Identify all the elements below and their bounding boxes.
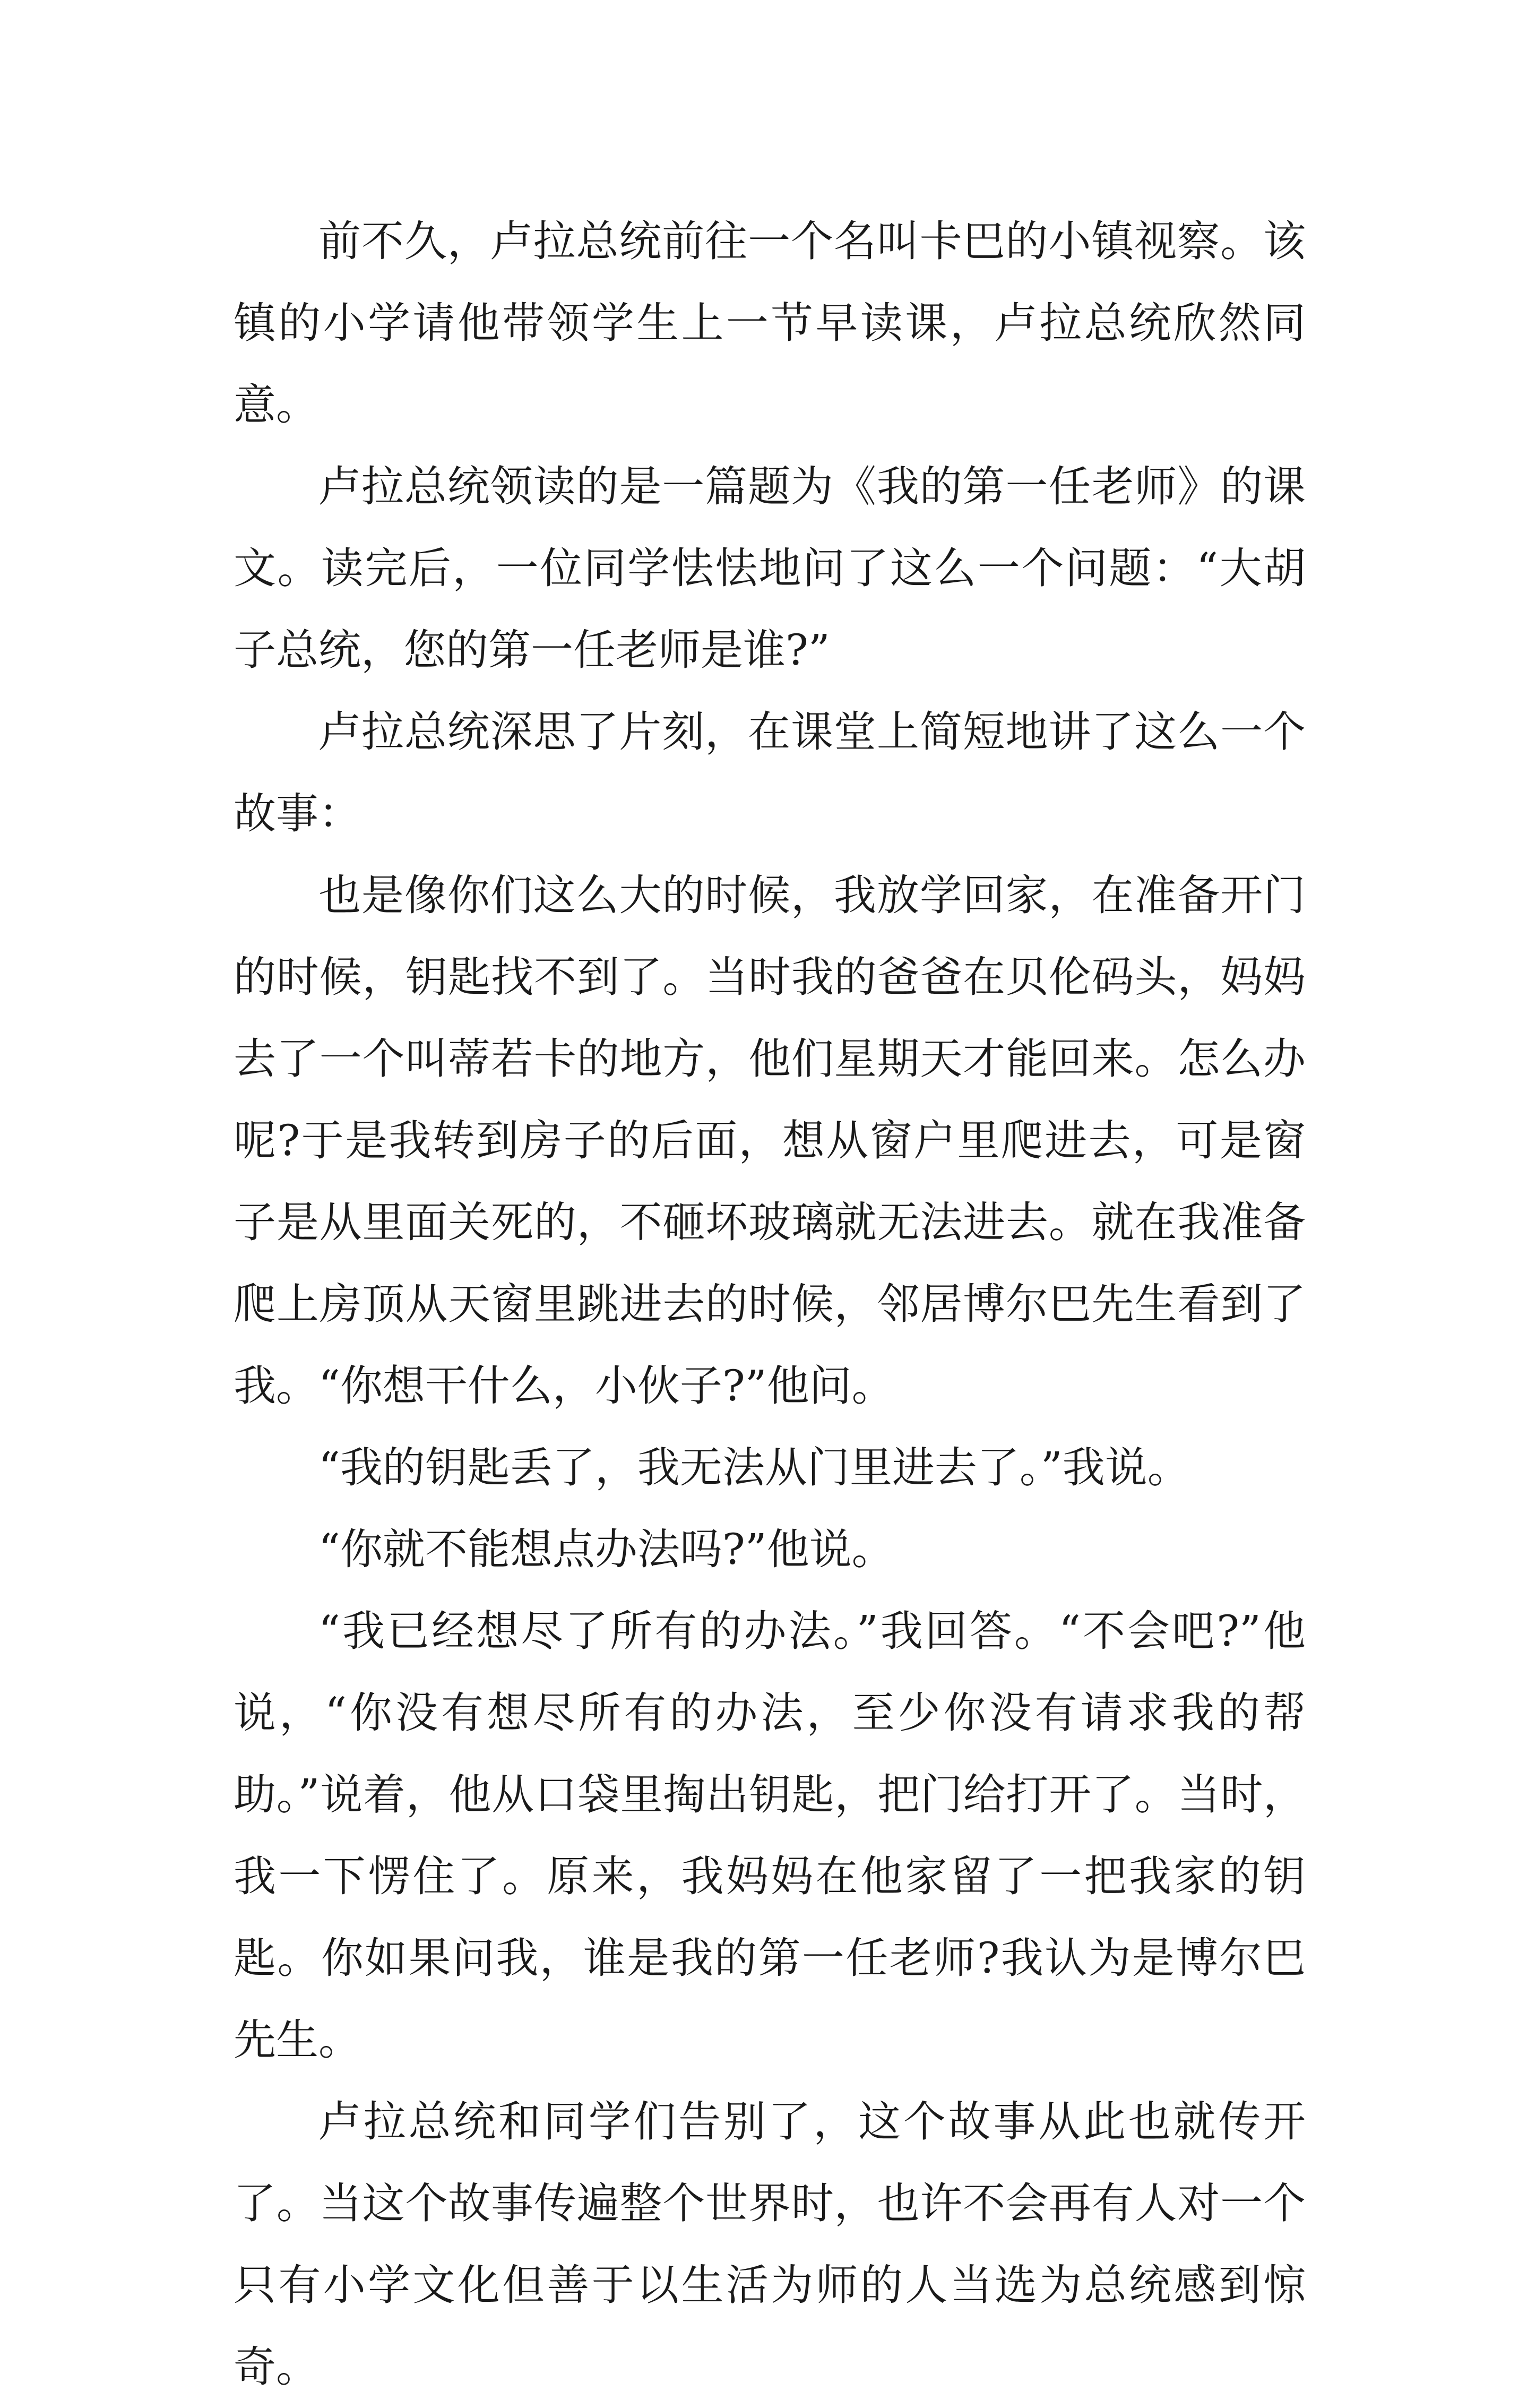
paragraph: 卢拉总统和同学们告别了，这个故事从此也就传开了。当这个故事传遍整个世界时，也许不会再有人对一个只有小学文化但善于以生活为师的人当选为总统感到惊奇。 <box>234 2097 1306 2392</box>
paragraph: 也是像你们这么大的时候，我放学回家，在准备开门的时候，钥匙找不到了。当时我的爸爸在贝伦码头，妈妈去了一个叫蒂若卡的地方，他们星期天才能回来。怎么办呢?于是我转到房子的后面，想从窗户里爬进去，可是窗子是从里面关死的，不砸坏玻璃就无法进去。就在我准备爬上房顶从天窗里跳进去的时候，邻居博尔巴先生看到了我。“你想干什么，小伙子?”他问。 <box>234 871 1306 1411</box>
paragraph: 前不久，卢拉总统前往一个名叫卡巴的小镇视察。该镇的小学请他带领学生上一节早读课，卢拉总统欣然同意。 <box>234 217 1306 429</box>
paragraph: “我的钥匙丢了，我无法从门里进去了。”我说。 <box>318 1443 1190 1492</box>
paragraph: 卢拉总统深思了片刻，在课堂上简短地讲了这么一个故事： <box>234 707 1306 838</box>
article-body <box>234 201 1306 2408</box>
paragraph: “你就不能想点办法吗?”他说。 <box>318 1525 894 1574</box>
paragraph: “我已经想尽了所有的办法。”我回答。“不会吧?”他说，“你没有想尽所有的办法，至少你没有请求我的帮助。”说着，他从口袋里掏出钥匙，把门给打开了。当时，我一下愣住了。原来，我妈妈在他家留了一把我家的钥匙。你如果问我，谁是我的第一任老师?我认为是博尔巴先生。 <box>234 1606 1306 2065</box>
paragraph: 卢拉总统领读的是一篇题为《我的第一任老师》的课文。读完后，一位同学怯怯地问了这么一个问题：“大胡子总统，您的第一任老师是谁?” <box>234 462 1306 675</box>
